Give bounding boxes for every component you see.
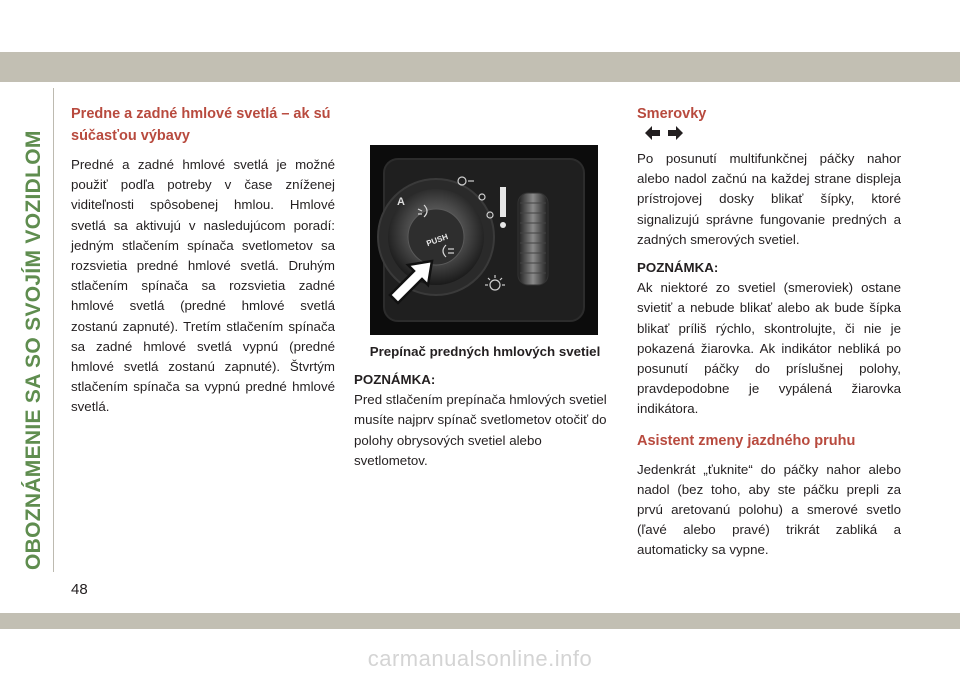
dimmer-wheel [518,193,548,285]
turn-signals-section [637,103,901,561]
indicator-dot [500,222,506,228]
turn-signals-body: Po posunutí multifunkčnej páčky nahor alebo nadol začnú na každej strane displeja prístrojovej dosky blikať šípky, ktoré signalizujú správne fungovanie predných a zadných smerových svetiel. [637,151,901,247]
note-heading: POZNÁMKA: [354,372,436,387]
label-a: A [397,196,405,208]
section-side-title: OBOZNÁMENIE SA SO SVOJÍM VOZIDLOM [22,130,45,570]
turn-note-body: Ak niektoré zo svetiel (smeroviek) ostane svietiť a nebude blikať alebo ak bude šípka blikať príliš rýchlo, skontrolujte, či nie je pokazená žiarovka. Ak indikátor nebliká po posunutí páčky do príslušnej polohy, pravdepodobne je vypálená žiarovka indikátora. [637,280,901,417]
turn-signal-icons [643,125,901,141]
fog-lights-section [71,103,335,418]
indicator-bar [500,187,506,217]
turn-note-heading: POZNÁMKA: [637,260,719,276]
fog-lights-heading: Predne a zadné hmlové svetlá – ak sú súčasťou výbavy [71,106,331,144]
fog-note-section [354,370,616,471]
top-decorative-bar [0,52,960,82]
right-arrow-icon [668,126,683,140]
left-arrow-icon [645,126,660,140]
side-divider [53,88,54,572]
note-body: Pred stlačením prepínača hmlových svetiel musíte najprv spínač svetlometov otočiť do polohy obrysových svetiel alebo svetlometov. [354,392,607,468]
turn-signals-heading: Smerovky [637,106,707,122]
page-number: 48 [71,581,88,598]
lane-change-body: Jedenkrát „ťuknite“ do páčky nahor alebo nadol (bez toho, aby ste páčku prepli za prvú aretovanú polohu) a smerové svetlo (ľavé alebo pravé) trikrát zabliká a automaticky sa vypne. [637,461,901,558]
watermark: carmanualsonline.info [367,646,593,671]
lane-change-heading: Asistent zmeny jazdného pruhu [637,432,856,449]
bottom-decorative-bar [0,613,960,629]
push-label: PUSH [425,232,450,249]
fog-lights-body: Predné a zadné hmlové svetlá je možné použiť podľa potreby v čase zníženej viditeľnosti spôsobenej hmlou. Hmlové svetlá sa aktivujú v nasledujúcom poradí: jedným stlačením spínača svetlometov sa rozsvietia predné hmlové svetlá. Druhým stlačením spínača sa rozsvietia zadné hmlové svetlá (predné hmlové svetlá zostanú zapnuté). Tretím stlačením spínača sa zadné hmlové svetlá vypnú (predné hmlové svetlá zostanú zapnuté). Štvrtým stlačením spínača sa vypnú predné hmlové svetlá. [71,157,335,415]
fog-light-switch-figure [370,145,598,335]
figure-caption: Prepínač predných hmlových svetiel [369,344,601,359]
